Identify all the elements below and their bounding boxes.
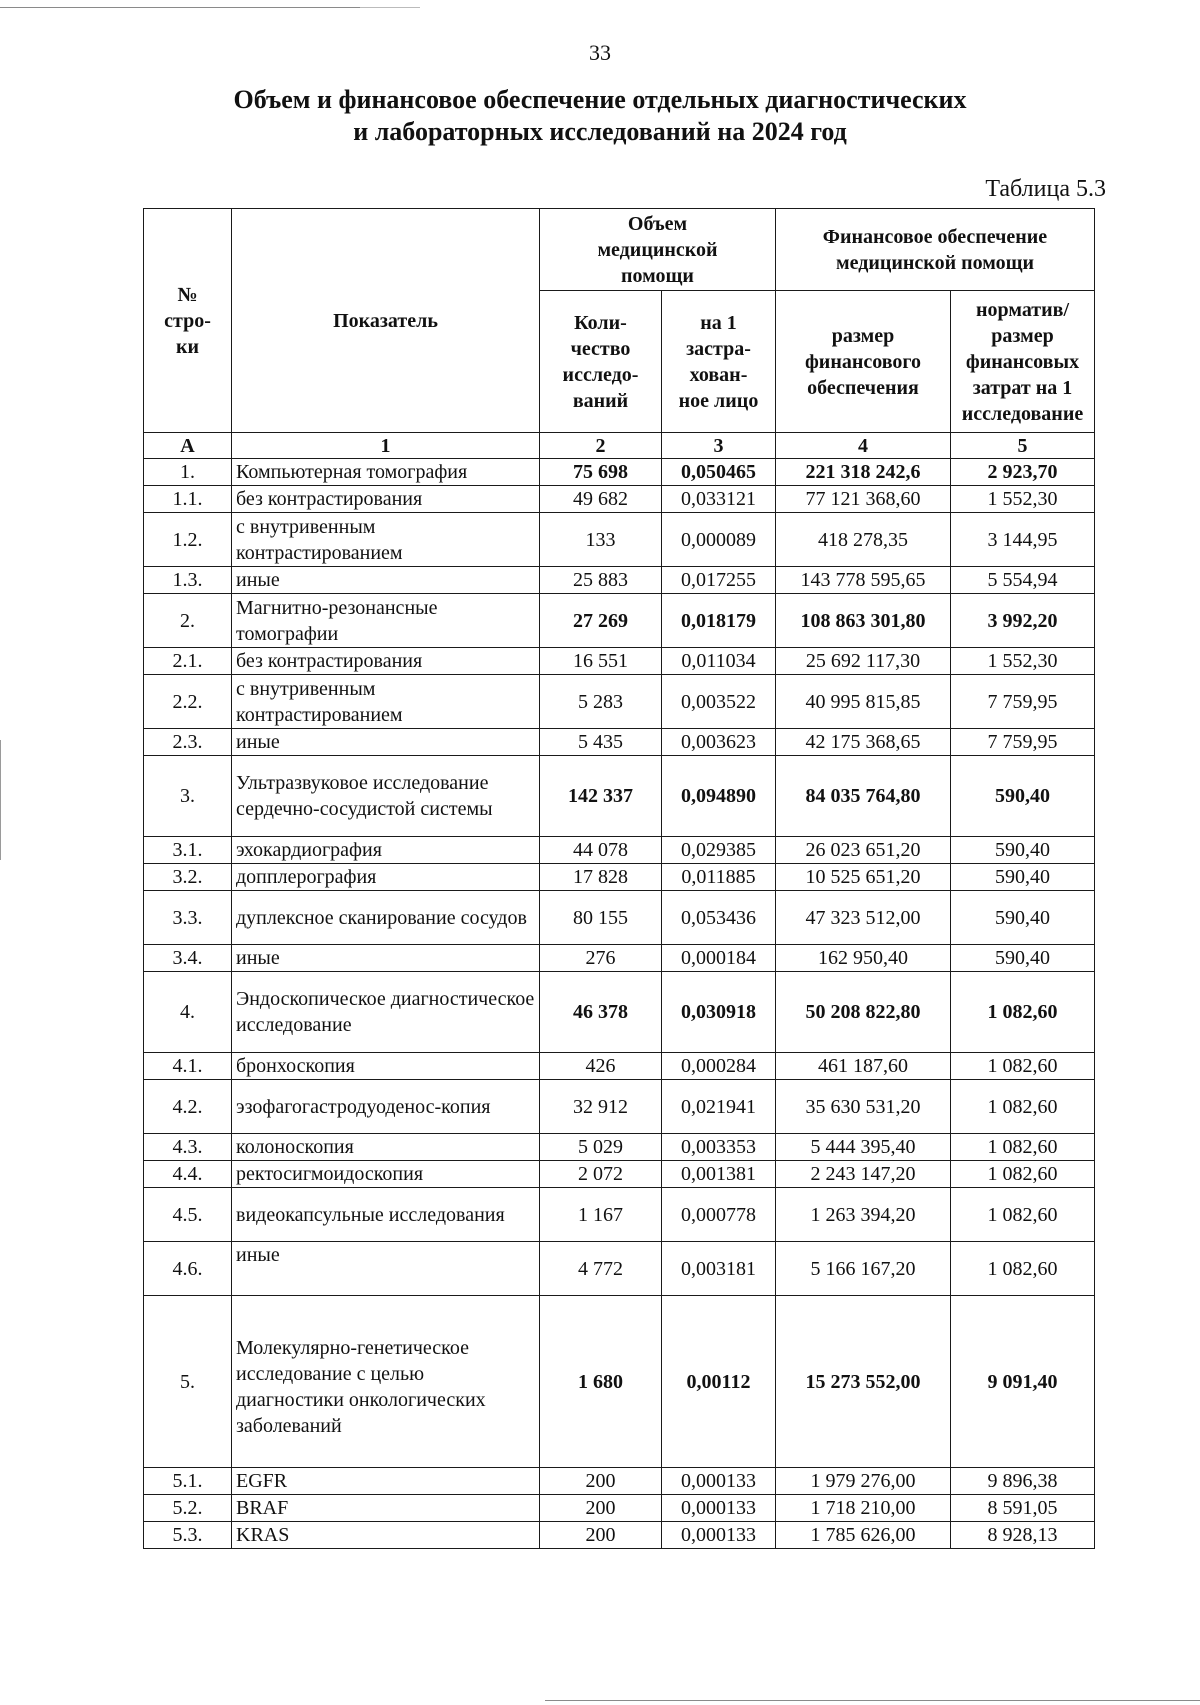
count-cell: 276: [540, 945, 662, 972]
norm-cell: 1 082,60: [951, 972, 1095, 1053]
norm-cell: 2 923,70: [951, 459, 1095, 486]
norm-cell: 1 082,60: [951, 1188, 1095, 1242]
header-finance-group: Финансовое обеспечение медицинской помощи: [776, 209, 1095, 291]
norm-cell: 590,40: [951, 945, 1095, 972]
row-number-cell: 3.2.: [144, 864, 232, 891]
table-caption: Таблица 5.3: [985, 176, 1106, 202]
table-row: [144, 1468, 1095, 1495]
row-number-cell: 4.4.: [144, 1161, 232, 1188]
finance-cell: 77 121 368,60: [776, 486, 951, 513]
norm-cell: 5 554,94: [951, 567, 1095, 594]
finance-cell: 40 995 815,85: [776, 675, 951, 729]
row-number-cell: 3.: [144, 756, 232, 837]
count-cell: 200: [540, 1522, 662, 1549]
norm-cell: 1 552,30: [951, 648, 1095, 675]
indicator-name-cell: Магнитно-резонансные томографии: [232, 594, 540, 648]
per-person-cell: 0,000184: [662, 945, 776, 972]
row-number-cell: 4.2.: [144, 1080, 232, 1134]
count-cell: 44 078: [540, 837, 662, 864]
row-number-cell: 4.5.: [144, 1188, 232, 1242]
count-cell: 17 828: [540, 864, 662, 891]
page-number: 33: [589, 40, 611, 65]
scan-edge-line: [545, 1700, 1200, 1701]
finance-cell: 50 208 822,80: [776, 972, 951, 1053]
finance-cell: 1 263 394,20: [776, 1188, 951, 1242]
table-row: [144, 1134, 1095, 1161]
norm-cell: 590,40: [951, 891, 1095, 945]
row-number-cell: 5.2.: [144, 1495, 232, 1522]
per-person-cell: 0,001381: [662, 1161, 776, 1188]
row-number-cell: 3.3.: [144, 891, 232, 945]
count-cell: 200: [540, 1495, 662, 1522]
row-number-cell: 4.: [144, 972, 232, 1053]
indicator-name-cell: эзофагогастродуоденос-копия: [232, 1080, 540, 1134]
row-number-cell: 4.1.: [144, 1053, 232, 1080]
finance-cell: 47 323 512,00: [776, 891, 951, 945]
indicator-name-cell: без контрастирования: [232, 486, 540, 513]
norm-cell: 1 082,60: [951, 1134, 1095, 1161]
row-number-cell: 4.6.: [144, 1242, 232, 1296]
indicator-name-cell: Эндоскопическое диагностическое исследование: [232, 972, 540, 1053]
table-row: [144, 756, 1095, 837]
norm-cell: 1 082,60: [951, 1161, 1095, 1188]
data-table: [143, 208, 1095, 1549]
header-norm: норматив/ размер финансовых затрат на 1 исследование: [951, 291, 1095, 433]
row-number-cell: 2.2.: [144, 675, 232, 729]
table-row: [144, 513, 1095, 567]
header-row-no: № стро-ки: [144, 209, 232, 433]
per-person-cell: 0,053436: [662, 891, 776, 945]
per-person-cell: 0,018179: [662, 594, 776, 648]
finance-cell: 84 035 764,80: [776, 756, 951, 837]
indicator-name-cell: эхокардиография: [232, 837, 540, 864]
per-person-cell: 0,003623: [662, 729, 776, 756]
norm-cell: 7 759,95: [951, 729, 1095, 756]
finance-cell: 26 023 651,20: [776, 837, 951, 864]
indicator-name-cell: без контрастирования: [232, 648, 540, 675]
per-person-cell: 0,029385: [662, 837, 776, 864]
row-number-cell: 1.: [144, 459, 232, 486]
count-cell: 27 269: [540, 594, 662, 648]
per-person-cell: 0,000133: [662, 1495, 776, 1522]
indicator-name-cell: с внутривенным контрастированием: [232, 513, 540, 567]
row-number-cell: 5.: [144, 1296, 232, 1468]
per-person-cell: 0,050465: [662, 459, 776, 486]
table-row: [144, 1161, 1095, 1188]
count-cell: 200: [540, 1468, 662, 1495]
column-letter: 1: [232, 433, 540, 459]
row-number-cell: 1.2.: [144, 513, 232, 567]
per-person-cell: 0,021941: [662, 1080, 776, 1134]
finance-cell: 35 630 531,20: [776, 1080, 951, 1134]
norm-cell: 590,40: [951, 864, 1095, 891]
indicator-name-cell: дуплексное сканирование сосудов: [232, 891, 540, 945]
norm-cell: 7 759,95: [951, 675, 1095, 729]
indicator-name-cell: ректосигмоидоскопия: [232, 1161, 540, 1188]
norm-cell: 1 082,60: [951, 1080, 1095, 1134]
finance-cell: 10 525 651,20: [776, 864, 951, 891]
count-cell: 32 912: [540, 1080, 662, 1134]
finance-cell: 143 778 595,65: [776, 567, 951, 594]
row-number-cell: 2.: [144, 594, 232, 648]
scan-edge-mark: [0, 740, 1, 860]
indicator-name-cell: с внутривенным контрастированием: [232, 675, 540, 729]
per-person-cell: 0,094890: [662, 756, 776, 837]
per-person-cell: 0,00112: [662, 1296, 776, 1468]
row-number-cell: 1.1.: [144, 486, 232, 513]
count-cell: 5 283: [540, 675, 662, 729]
finance-cell: 42 175 368,65: [776, 729, 951, 756]
document-title: [100, 84, 1100, 148]
header-count: Коли-чество исследо-ваний: [540, 291, 662, 433]
indicator-name-cell: допплерография: [232, 864, 540, 891]
indicator-name-cell: иные: [232, 1242, 540, 1296]
norm-cell: 1 082,60: [951, 1053, 1095, 1080]
row-number-cell: 5.1.: [144, 1468, 232, 1495]
table-row: [144, 972, 1095, 1053]
row-number-cell: 3.1.: [144, 837, 232, 864]
finance-cell: 2 243 147,20: [776, 1161, 951, 1188]
count-cell: 426: [540, 1053, 662, 1080]
table-row: [144, 729, 1095, 756]
per-person-cell: 0,000133: [662, 1468, 776, 1495]
table-row: [144, 1080, 1095, 1134]
indicator-name-cell: иные: [232, 729, 540, 756]
row-number-cell: 2.3.: [144, 729, 232, 756]
column-letter: 4: [776, 433, 951, 459]
finance-cell: 5 166 167,20: [776, 1242, 951, 1296]
per-person-cell: 0,003522: [662, 675, 776, 729]
count-cell: 16 551: [540, 648, 662, 675]
count-cell: 133: [540, 513, 662, 567]
norm-cell: 590,40: [951, 756, 1095, 837]
table-row: [144, 486, 1095, 513]
table-row: [144, 648, 1095, 675]
count-cell: 4 772: [540, 1242, 662, 1296]
table-row: [144, 1053, 1095, 1080]
table-body: [144, 459, 1095, 1549]
count-cell: 49 682: [540, 486, 662, 513]
finance-cell: 5 444 395,40: [776, 1134, 951, 1161]
row-number-cell: 5.3.: [144, 1522, 232, 1549]
per-person-cell: 0,033121: [662, 486, 776, 513]
indicator-name-cell: видеокапсульные исследования: [232, 1188, 540, 1242]
title-line-1: Объем и финансовое обеспечение отдельных диагностических: [233, 85, 967, 114]
norm-cell: 9 896,38: [951, 1468, 1095, 1495]
indicator-name-cell: иные: [232, 567, 540, 594]
per-person-cell: 0,030918: [662, 972, 776, 1053]
column-letter: 5: [951, 433, 1095, 459]
table-row: [144, 1188, 1095, 1242]
count-cell: 5 435: [540, 729, 662, 756]
column-letter: 2: [540, 433, 662, 459]
count-cell: 80 155: [540, 891, 662, 945]
count-cell: 75 698: [540, 459, 662, 486]
indicator-name-cell: Молекулярно-генетическое исследование с целью диагностики онкологических заболеваний: [232, 1296, 540, 1468]
scan-edge-line: [360, 7, 420, 8]
row-number-cell: 2.1.: [144, 648, 232, 675]
per-person-cell: 0,000284: [662, 1053, 776, 1080]
finance-cell: 162 950,40: [776, 945, 951, 972]
table-row: [144, 1522, 1095, 1549]
column-letter: А: [144, 433, 232, 459]
indicator-name-cell: бронхоскопия: [232, 1053, 540, 1080]
count-cell: 2 072: [540, 1161, 662, 1188]
header-per-person: на 1 застра-хован-ное лицо: [662, 291, 776, 433]
row-number-cell: 4.3.: [144, 1134, 232, 1161]
norm-cell: 3 144,95: [951, 513, 1095, 567]
table-row: [144, 1242, 1095, 1296]
norm-cell: 1 552,30: [951, 486, 1095, 513]
count-cell: 1 167: [540, 1188, 662, 1242]
table-row: [144, 675, 1095, 729]
finance-cell: 15 273 552,00: [776, 1296, 951, 1468]
per-person-cell: 0,000133: [662, 1522, 776, 1549]
header-volume-group: Объем медицинской помощи: [540, 209, 776, 291]
per-person-cell: 0,003353: [662, 1134, 776, 1161]
table-row: [144, 594, 1095, 648]
indicator-name-cell: EGFR: [232, 1468, 540, 1495]
indicator-name-cell: BRAF: [232, 1495, 540, 1522]
indicator-name-cell: Ультразвуковое исследование сердечно-сосудистой системы: [232, 756, 540, 837]
per-person-cell: 0,017255: [662, 567, 776, 594]
table-row: [144, 864, 1095, 891]
row-number-cell: 1.3.: [144, 567, 232, 594]
count-cell: 5 029: [540, 1134, 662, 1161]
per-person-cell: 0,000778: [662, 1188, 776, 1242]
column-letter: 3: [662, 433, 776, 459]
table-row: [144, 1296, 1095, 1468]
table-row: [144, 891, 1095, 945]
indicator-name-cell: иные: [232, 945, 540, 972]
norm-cell: 590,40: [951, 837, 1095, 864]
finance-cell: 221 318 242,6: [776, 459, 951, 486]
title-line-2: и лабораторных исследований на 2024 год: [353, 117, 847, 146]
indicator-name-cell: Компьютерная томография: [232, 459, 540, 486]
norm-cell: 8 928,13: [951, 1522, 1095, 1549]
table-row: [144, 567, 1095, 594]
count-cell: 142 337: [540, 756, 662, 837]
header-finance-size: размер финансового обеспечения: [776, 291, 951, 433]
row-number-cell: 3.4.: [144, 945, 232, 972]
norm-cell: 8 591,05: [951, 1495, 1095, 1522]
scan-edge-line: [0, 7, 360, 8]
finance-cell: 418 278,35: [776, 513, 951, 567]
indicator-name-cell: колоноскопия: [232, 1134, 540, 1161]
per-person-cell: 0,011885: [662, 864, 776, 891]
finance-cell: 1 979 276,00: [776, 1468, 951, 1495]
finance-cell: 108 863 301,80: [776, 594, 951, 648]
table-row: [144, 1495, 1095, 1522]
count-cell: 25 883: [540, 567, 662, 594]
indicator-name-cell: KRAS: [232, 1522, 540, 1549]
per-person-cell: 0,000089: [662, 513, 776, 567]
table-row: [144, 459, 1095, 486]
finance-cell: 461 187,60: [776, 1053, 951, 1080]
finance-cell: 1 785 626,00: [776, 1522, 951, 1549]
count-cell: 46 378: [540, 972, 662, 1053]
norm-cell: 3 992,20: [951, 594, 1095, 648]
finance-cell: 1 718 210,00: [776, 1495, 951, 1522]
table-row: [144, 945, 1095, 972]
norm-cell: 1 082,60: [951, 1242, 1095, 1296]
per-person-cell: 0,011034: [662, 648, 776, 675]
header-indicator: Показатель: [232, 209, 540, 433]
count-cell: 1 680: [540, 1296, 662, 1468]
finance-cell: 25 692 117,30: [776, 648, 951, 675]
table-row: [144, 837, 1095, 864]
per-person-cell: 0,003181: [662, 1242, 776, 1296]
norm-cell: 9 091,40: [951, 1296, 1095, 1468]
